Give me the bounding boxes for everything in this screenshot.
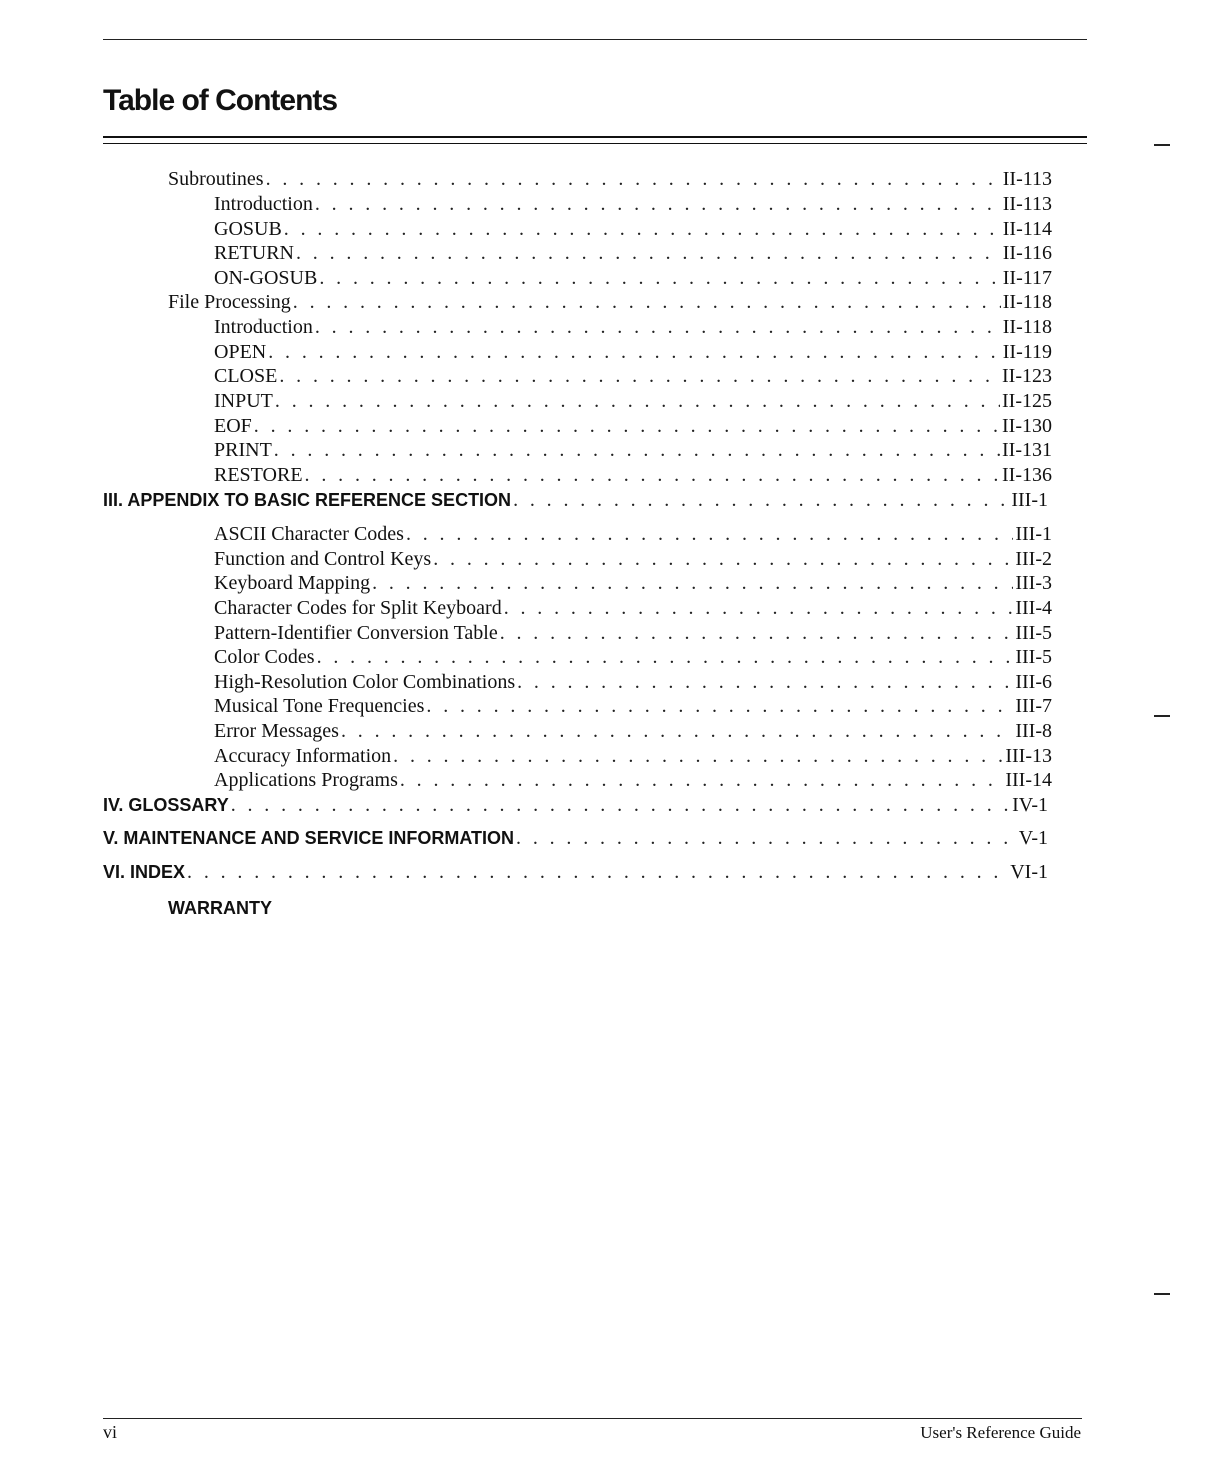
toc-entry-page: II-114	[1002, 218, 1052, 240]
toc-entry-applications-programs[interactable]	[214, 769, 1052, 792]
dot-leader	[229, 794, 1010, 817]
toc-entry-close[interactable]	[214, 365, 1052, 388]
toc-entry-page: II-117	[1002, 267, 1052, 289]
toc-entry-label: INPUT	[214, 390, 273, 412]
dot-leader	[515, 671, 1013, 694]
toc-entry-page: III-13	[1005, 745, 1052, 767]
toc-entry-label: Function and Control Keys	[214, 548, 432, 570]
toc-entry-page: IV-1	[1012, 794, 1048, 816]
toc-section-index[interactable]	[103, 861, 1048, 884]
toc-entry-character-codes-split-keyboard[interactable]	[214, 597, 1052, 620]
toc-entry-page: III-2	[1015, 548, 1052, 570]
toc-entry-label: Color Codes	[214, 646, 315, 668]
toc-entry-page: II-116	[1002, 242, 1052, 264]
toc-section-maintenance[interactable]	[103, 827, 1048, 850]
toc-entry-return[interactable]	[214, 242, 1052, 265]
dot-leader	[277, 365, 1000, 388]
dot-leader	[398, 769, 1003, 792]
toc-entry-page: III-5	[1015, 646, 1052, 668]
toc-entry-label: Subroutines	[168, 168, 264, 190]
toc-entry-page: II-130	[1002, 415, 1052, 437]
toc-section-glossary[interactable]	[103, 794, 1048, 817]
toc-entry-page: III-1	[1011, 489, 1048, 511]
toc-entry-input[interactable]	[214, 390, 1052, 413]
dot-leader	[498, 622, 1014, 645]
toc-entry-page: II-118	[1002, 316, 1052, 338]
dot-leader	[339, 720, 1013, 743]
toc-entry-page: III-3	[1015, 572, 1052, 594]
toc-entry-color-codes[interactable]	[214, 646, 1052, 669]
dot-leader	[370, 572, 1013, 595]
toc-section-label: III. APPENDIX TO BASIC REFERENCE SECTION	[103, 490, 512, 510]
toc-entry-error-messages[interactable]	[214, 720, 1052, 743]
toc-entry-label: File Processing	[168, 291, 291, 313]
page-number: vi	[103, 1422, 118, 1442]
toc-entry-page: III-4	[1015, 597, 1052, 619]
dot-leader	[282, 218, 1001, 241]
toc-entry-label: High-Resolution Color Combinations	[214, 671, 516, 693]
dot-leader	[404, 523, 1013, 546]
toc-entry-page: II-131	[1002, 439, 1052, 461]
toc-entry-label: CLOSE	[214, 365, 278, 387]
toc-entry-file-introduction[interactable]	[214, 316, 1052, 339]
dot-leader	[266, 341, 1001, 364]
toc-entry-ascii-character-codes[interactable]	[214, 523, 1052, 546]
toc-entry-page: III-8	[1015, 720, 1052, 742]
dot-leader	[294, 242, 1001, 265]
toc-entry-restore[interactable]	[214, 464, 1052, 487]
toc-section-label: IV. GLOSSARY	[103, 795, 229, 815]
dot-leader	[391, 745, 1003, 768]
dot-leader	[303, 464, 1000, 487]
toc-entry-page: II-125	[1002, 390, 1052, 412]
toc-entry-keyboard-mapping[interactable]	[214, 572, 1052, 595]
toc-entry-label: Pattern-Identifier Conversion Table	[214, 622, 498, 644]
dot-leader	[431, 548, 1013, 571]
toc-entry-label: PRINT	[214, 439, 272, 461]
toc-entry-file-processing[interactable]	[168, 291, 1052, 314]
toc-entry-page: III-5	[1015, 622, 1052, 644]
toc-entry-subroutines[interactable]	[168, 168, 1052, 191]
dot-leader	[313, 316, 1001, 339]
dot-leader	[291, 291, 1001, 314]
toc-section-label: VI. INDEX	[103, 862, 186, 882]
toc-entry-page: III-6	[1015, 671, 1052, 693]
toc-entry-page: II-113	[1002, 168, 1052, 190]
dot-leader	[185, 861, 1008, 884]
dot-leader	[424, 695, 1013, 718]
toc-entry-page: II-113	[1002, 193, 1052, 215]
dot-leader	[511, 489, 1009, 512]
toc-entry-page: II-119	[1002, 341, 1052, 363]
toc-entry-gosub[interactable]	[214, 218, 1052, 241]
dot-leader	[315, 646, 1014, 669]
toc-entry-label: Applications Programs	[214, 769, 398, 791]
toc-section-label: V. MAINTENANCE AND SERVICE INFORMATION	[103, 828, 515, 848]
toc-entry-print[interactable]	[214, 439, 1052, 462]
toc-entry-on-gosub[interactable]	[214, 267, 1052, 290]
toc-entry-page: V-1	[1018, 827, 1048, 849]
toc-entry-page: III-7	[1015, 695, 1052, 717]
toc-entry-label: EOF	[214, 415, 252, 437]
toc-entry-eof[interactable]	[214, 415, 1052, 438]
toc-entry-label: ON-GOSUB	[214, 267, 318, 289]
dot-leader	[252, 415, 1000, 438]
dot-leader	[264, 168, 1001, 191]
toc-entry-page: III-14	[1005, 769, 1052, 791]
dot-leader	[317, 267, 1000, 290]
toc-entry-page: II-136	[1002, 464, 1052, 486]
dot-leader	[514, 827, 1017, 850]
dot-leader	[272, 439, 1000, 462]
toc-entry-label: Keyboard Mapping	[214, 572, 371, 594]
toc-entry-page: III-1	[1015, 523, 1052, 545]
dot-leader	[313, 193, 1001, 216]
toc-section-appendix[interactable]	[103, 489, 1048, 512]
toc-entry-high-resolution-colors[interactable]	[214, 671, 1052, 694]
dot-leader	[273, 390, 1000, 413]
toc-entry-function-and-control-keys[interactable]	[214, 548, 1052, 571]
toc-warranty[interactable]: WARRANTY	[168, 898, 272, 918]
toc-entry-accuracy-information[interactable]	[214, 745, 1052, 768]
toc-entry-page: II-123	[1002, 365, 1052, 387]
toc-entry-label: GOSUB	[214, 218, 282, 240]
footer-rule	[103, 1418, 1082, 1419]
toc-entry-label: Musical Tone Frequencies	[214, 695, 425, 717]
toc-entry-label: OPEN	[214, 341, 267, 363]
toc-entry-label: RETURN	[214, 242, 294, 264]
toc-entry-label: Error Messages	[214, 720, 339, 742]
toc-entry-pattern-identifier-table[interactable]	[214, 622, 1052, 645]
toc-entry-subroutines-introduction[interactable]	[214, 193, 1052, 216]
toc-entry-label: Introduction	[214, 316, 313, 338]
toc-entry-open[interactable]	[214, 341, 1052, 364]
toc-entry-page: II-118	[1002, 291, 1052, 313]
toc-entry-label: Accuracy Information	[214, 745, 392, 767]
toc-entry-label: RESTORE	[214, 464, 303, 486]
toc-entry-label: ASCII Character Codes	[214, 523, 404, 545]
toc-entry-musical-tone-frequencies[interactable]	[214, 695, 1052, 718]
toc-entry-label: Introduction	[214, 193, 313, 215]
toc-entry-page: VI-1	[1010, 861, 1048, 883]
guide-name: User's Reference Guide	[920, 1423, 1081, 1442]
page-title: Table of Contents	[103, 84, 338, 117]
dot-leader	[502, 597, 1014, 620]
toc-entry-label: Character Codes for Split Keyboard	[214, 597, 502, 619]
